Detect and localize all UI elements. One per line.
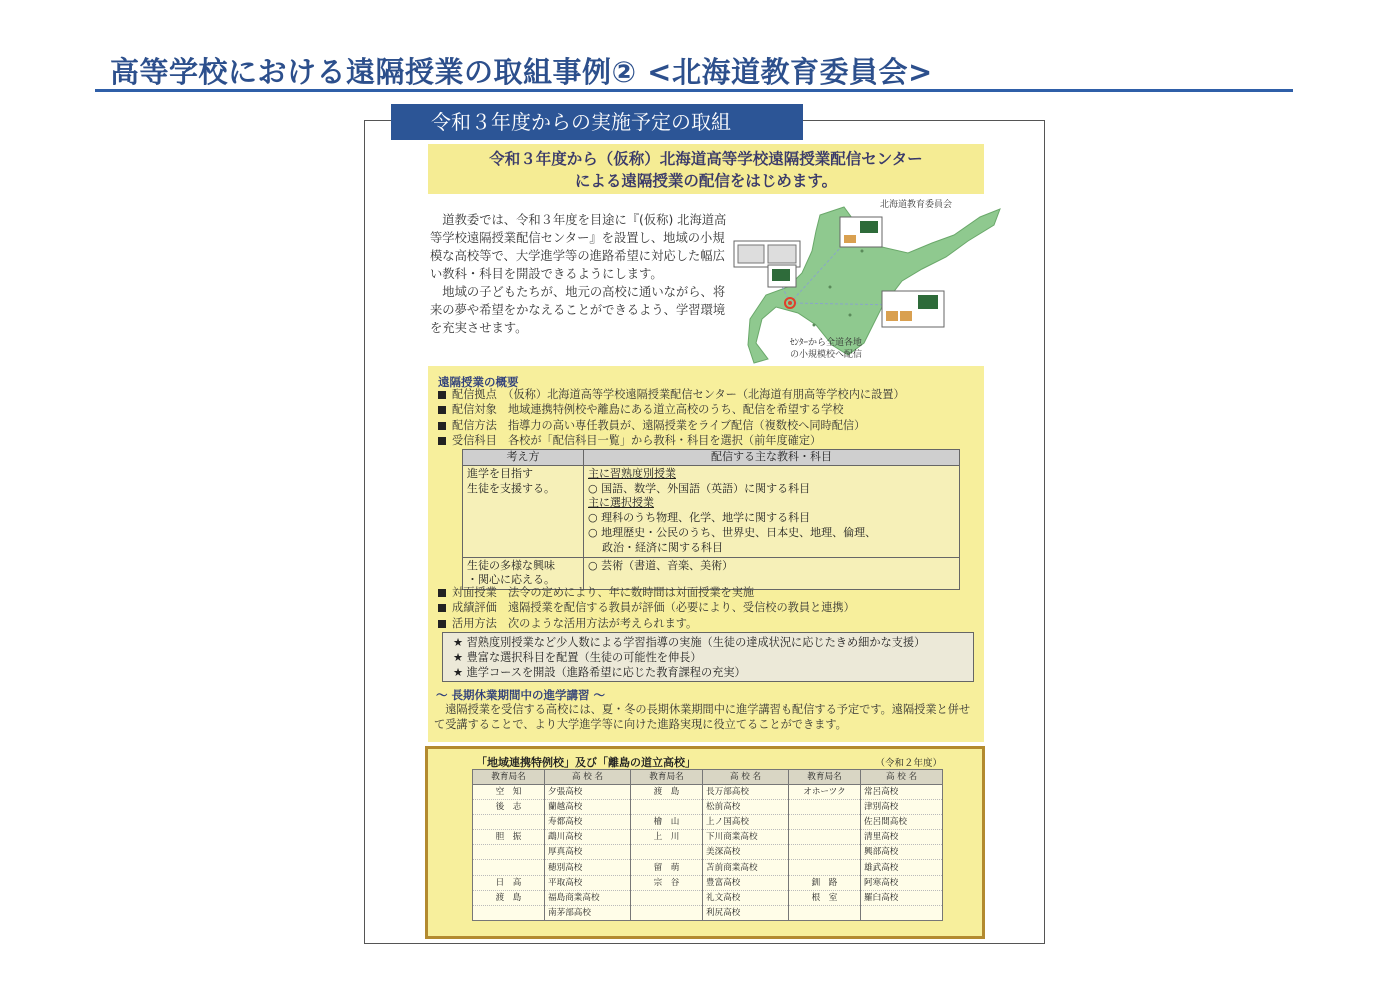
table-row: 厚真高校 美深高校 興部高校 (473, 845, 943, 860)
section-tab: 令和３年度からの実施予定の取組 (391, 104, 803, 140)
map-label-center-1: ｾﾝﾀｰから全道各地 (790, 338, 863, 348)
bullet-item: 受信科目 各校が「配信科目一覧」から教科・科目を選択（前年度確定） (438, 433, 905, 448)
table-row: 日 高 平取高校 宗 谷 豊富高校 釧 路 阿寒高校 (473, 875, 943, 890)
table-row: 渡 島 福島商業高校 礼文高校 根 室 羅臼高校 (473, 890, 943, 905)
bullet-item: 対面授業 法令の定めにより、年に数時間は対面授業を実施 (438, 585, 855, 600)
schools-year: （令和２年度） (875, 758, 942, 769)
bullet-item: 配信対象 地域連携特例校や離島にある道立高校のうち、配信を希望する学校 (438, 402, 905, 417)
intro-paragraph-2: 地域の子どもたちが、地元の高校に通いながら、将来の夢や希望をかなえることができるよう、学習環境を充実させます。 (430, 285, 726, 335)
overview-bullets-2 (438, 585, 855, 631)
table-row: 生徒の多様な興味 ・関心に応える。 ○ 芸術（書道、音楽、美術） (463, 557, 960, 590)
page-title: 高等学校における遠隔授業の取組事例② <北海道教育委員会> (110, 55, 933, 89)
bullet-item: 活用方法 次のような活用方法が考えられます。 (438, 616, 855, 631)
table-row: 後 志 蘭越高校 松前高校 津別高校 (473, 800, 943, 815)
table-row: 南茅部高校 利尻高校 (473, 905, 943, 920)
bullet-item: 成績評価 遠隔授業を配信する教員が評価（必要により、受信校の教員と連携） (438, 600, 855, 615)
long-vacation-text: 遠隔授業を受信する高校には、夏・冬の長期休業期間中に進学講習も配信する予定です。遠隔授業と併せて受講することで、より大学進学等に向けた進路実現に役立てることができます。 (434, 703, 971, 731)
bullet-square-icon (438, 422, 446, 430)
bullet-square-icon (438, 437, 446, 445)
title-divider (95, 89, 1293, 92)
list-item: ★ 進学コースを開設（進路希望に応じた教育課程の充実） (453, 666, 746, 679)
map-label-center-2: の小規模校へ配信 (790, 350, 863, 360)
list-item: ★ 豊富な選択科目を配置（生徒の可能性を伸長） (453, 651, 702, 664)
usage-examples-box (442, 632, 974, 682)
bullet-item: 配信拠点 （仮称）北海道高等学校遠隔授業配信センター（北海道有朋高等学校内に設置） (438, 387, 905, 402)
bullet-item: 配信方法 指導力の高い専任教員が、遠隔授業をライブ配信（複数校へ同時配信） (438, 418, 905, 433)
bullet-square-icon (438, 589, 446, 597)
long-vacation-heading: ～ 長期休業期間中の進学講習 ～ (436, 688, 606, 702)
table-row: 穂別高校 留 萌 苫前商業高校 雄武高校 (473, 860, 943, 875)
table-row: 空 知 夕張高校 渡 島 長万部高校 オホーツク 常呂高校 (473, 785, 943, 800)
overview-panel (428, 366, 984, 742)
hokkaido-map-icon (732, 195, 1004, 367)
headline-banner (428, 144, 984, 194)
schools-title: 「地域連携特例校」及び「離島の道立高校」 (476, 756, 696, 769)
map-label-board: 北海道教育委員会 (880, 200, 953, 210)
table-row: 寿都高校 檜 山 上ノ国高校 佐呂間高校 (473, 815, 943, 830)
intro-paragraph-1: 道教委では、令和３年度を目途に『(仮称) 北海道高等学校遠隔授業配信センター』を設置し、地域の小規模な高校等で、大学進学等の進路希望に対応した幅広い教科・科目を開設できるようにします。 (430, 213, 727, 281)
overview-heading: 遠隔授業の概要 (438, 375, 519, 389)
intro-text (430, 211, 730, 337)
table-row: 胆 振 鵡川高校 上 川 下川商業高校 清里高校 (473, 830, 943, 845)
bullet-square-icon (438, 620, 446, 628)
schools-panel (425, 746, 985, 939)
table-row: 進学を目指す 生徒を支援する。 主に習熟度別授業 ○ 国語、数学、外国語（英語）に関する科目 主に選択授業 ○ 理科のうち物理、化学、地学に関する科目 ○ 地理歴史・公民のうち、世界史、日本史、地理、倫理、 政治・経済に関する科目 (463, 465, 960, 557)
hokkaido-map-illustration (732, 195, 1004, 367)
bullet-square-icon (438, 406, 446, 414)
schools-table: 教育局名 高 校 名 教育局名 高 校 名 教育局名 高 校 名 空 知 夕張高校 渡 島 長万部高校 オホーツク 常呂高校 後 志 蘭越高校 松前高校 津別高校 寿都高校 檜 山 上ノ国高校 佐呂間高校 胆 振 鵡川高校 上 川 下川商業高校 清里高校 厚真高校 美深高校 興部高校 穂別高校 留 萌 苫前商業高校 雄武高校 日 高 平取高校 宗 谷 豊富高校 釧 路 阿寒高校 渡 島 福島商業高校 礼文高校 根 室 羅臼高校 南茅部高校 利尻高校 (472, 769, 943, 921)
subjects-col-approach: 考え方 (463, 450, 584, 466)
banner-line-2: による遠隔授業の配信をはじめます。 (574, 172, 838, 190)
bullet-square-icon (438, 391, 446, 399)
subjects-table (462, 449, 960, 590)
bullet-square-icon (438, 604, 446, 612)
list-item: ★ 習熟度別授業など少人数による学習指導の実施（生徒の達成状況に応じたきめ細かな支援） (453, 636, 926, 649)
banner-line-1: 令和３年度から（仮称）北海道高等学校遠隔授業配信センター (489, 150, 923, 168)
overview-bullets (438, 387, 905, 449)
subjects-col-subjects: 配信する主な教科・科目 (584, 450, 960, 466)
